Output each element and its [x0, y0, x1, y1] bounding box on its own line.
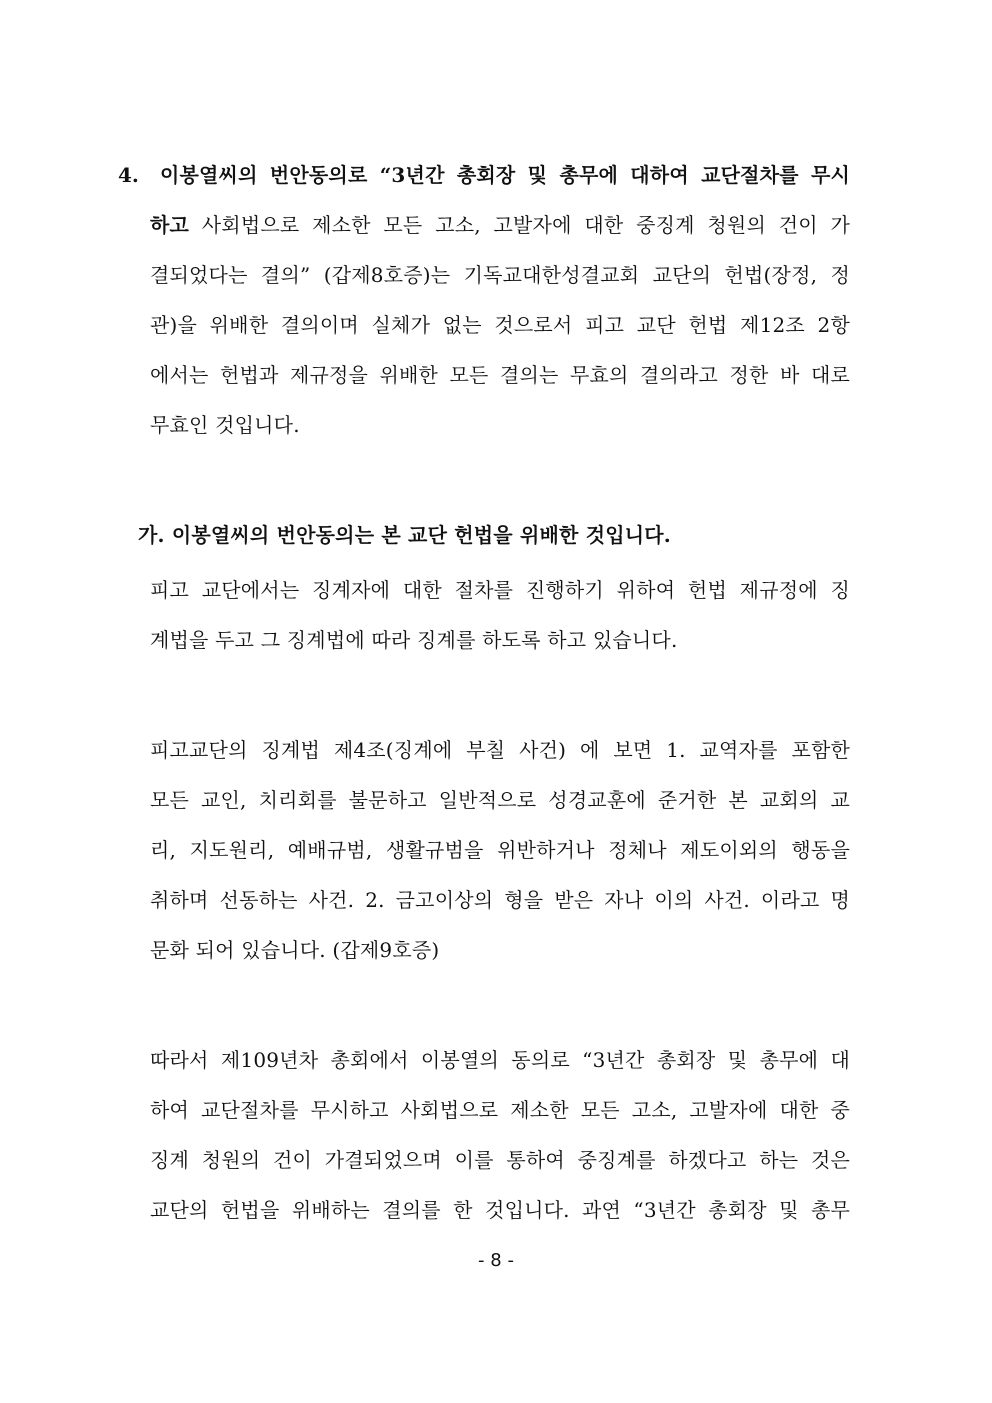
section4-line-2-rest: 사회법으로 제소한 모든 고소, 고발자에 대한 중징계 청원의 건이 가 — [189, 213, 850, 237]
paragraph-3-line-3: 징계 청원의 건이 가결되었으며 이를 통하여 중징계를 하겠다고 하는 것은 — [150, 1148, 850, 1172]
paragraph-1-line-2: 계법을 두고 그 징계법에 따라 징계를 하도록 하고 있습니다. — [150, 628, 678, 652]
paragraph-1-line-1: 피고 교단에서는 징계자에 대한 절차를 진행하기 위하여 헌법 제규정에 징 — [150, 578, 850, 602]
paragraph-2-line-2: 모든 교인, 치리회를 불문하고 일반적으로 성경교훈에 준거한 본 교회의 교 — [150, 788, 850, 812]
subsection-heading: 가. 이봉열씨의 번안동의는 본 교단 헌법을 위배한 것입니다. — [138, 523, 671, 547]
section4-line-2-bold: 하고 — [150, 213, 190, 237]
page-number: - 8 - — [478, 1250, 514, 1271]
paragraph-2-line-4: 취하며 선동하는 사건. 2. 금고이상의 형을 받은 자나 이의 사건. 이라고 명 — [150, 888, 850, 912]
paragraph-2-line-5: 문화 되어 있습니다. (갑제9호증) — [150, 938, 440, 962]
section4-line-1: 이봉열씨의 번안동의로 “3년간 총회장 및 총무에 대하여 교단절차를 무시 — [160, 163, 850, 187]
section4-line-2 — [150, 211, 850, 239]
section4-line-6: 무효인 것입니다. — [150, 413, 300, 437]
section4-line-5: 에서는 헌법과 제규정을 위배한 모든 결의는 무효의 결의라고 정한 바 대로 — [150, 363, 850, 387]
paragraph-2-line-3: 리, 지도원리, 예배규범, 생활규범을 위반하거나 정체나 제도이외의 행동을 — [150, 838, 850, 862]
section4-line-4: 관)을 위배한 결의이며 실체가 없는 것으로서 피고 교단 헌법 제12조 2항 — [150, 313, 850, 337]
paragraph-3-line-1: 따라서 제109년차 총회에서 이봉열의 동의로 “3년간 총회장 및 총무에 대 — [150, 1048, 850, 1072]
section4-line-3: 결되었다는 결의” (갑제8호증)는 기독교대한성결교회 교단의 헌법(장정, 정 — [150, 263, 850, 287]
paragraph-2-line-1: 피고교단의 징계법 제4조(징계에 부칠 사건) 에 보면 1. 교역자를 포함한 — [150, 738, 850, 762]
paragraph-3-line-4: 교단의 헌법을 위배하는 결의를 한 것입니다. 과연 “3년간 총회장 및 총무 — [150, 1198, 850, 1222]
section-number: 4. — [118, 163, 139, 187]
paragraph-3-line-2: 하여 교단절차를 무시하고 사회법으로 제소한 모든 고소, 고발자에 대한 중 — [150, 1098, 850, 1122]
